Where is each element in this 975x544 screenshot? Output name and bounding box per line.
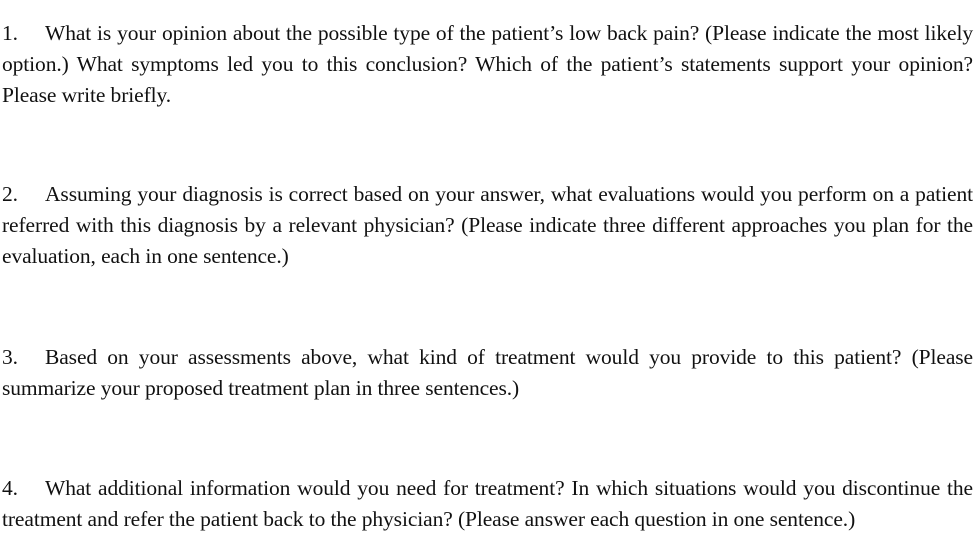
question-4-text: What additional information would you need for treatment? In which situations would you discontinue the treatment and refer the patient back to the physician? (Please answer each question in one sentence.)	[2, 475, 973, 531]
question-2	[2, 179, 973, 272]
question-1-text: What is your opinion about the possible type of the patient’s low back pain? (Please indicate the most likely option.) What symptoms led you to this conclusion? Which of the patient’s statements support your opinion? Please write briefly.	[2, 20, 973, 107]
question-3-text: Based on your assessments above, what kind of treatment would you provide to this patient? (Please summarize your proposed treatment plan in three sentences.)	[2, 344, 973, 400]
question-1-number: 1.	[2, 20, 18, 45]
question-4-number: 4.	[2, 475, 18, 500]
question-3-number: 3.	[2, 344, 18, 369]
question-2-number: 2.	[2, 181, 18, 206]
question-2-text: Assuming your diagnosis is correct based on your answer, what evaluations would you perform on a patient referred with this diagnosis by a relevant physician? (Please indicate three different approaches you plan for the evaluation, each in one sentence.)	[2, 181, 973, 268]
question-3	[2, 342, 973, 404]
question-4	[2, 473, 973, 535]
question-1	[2, 18, 973, 111]
